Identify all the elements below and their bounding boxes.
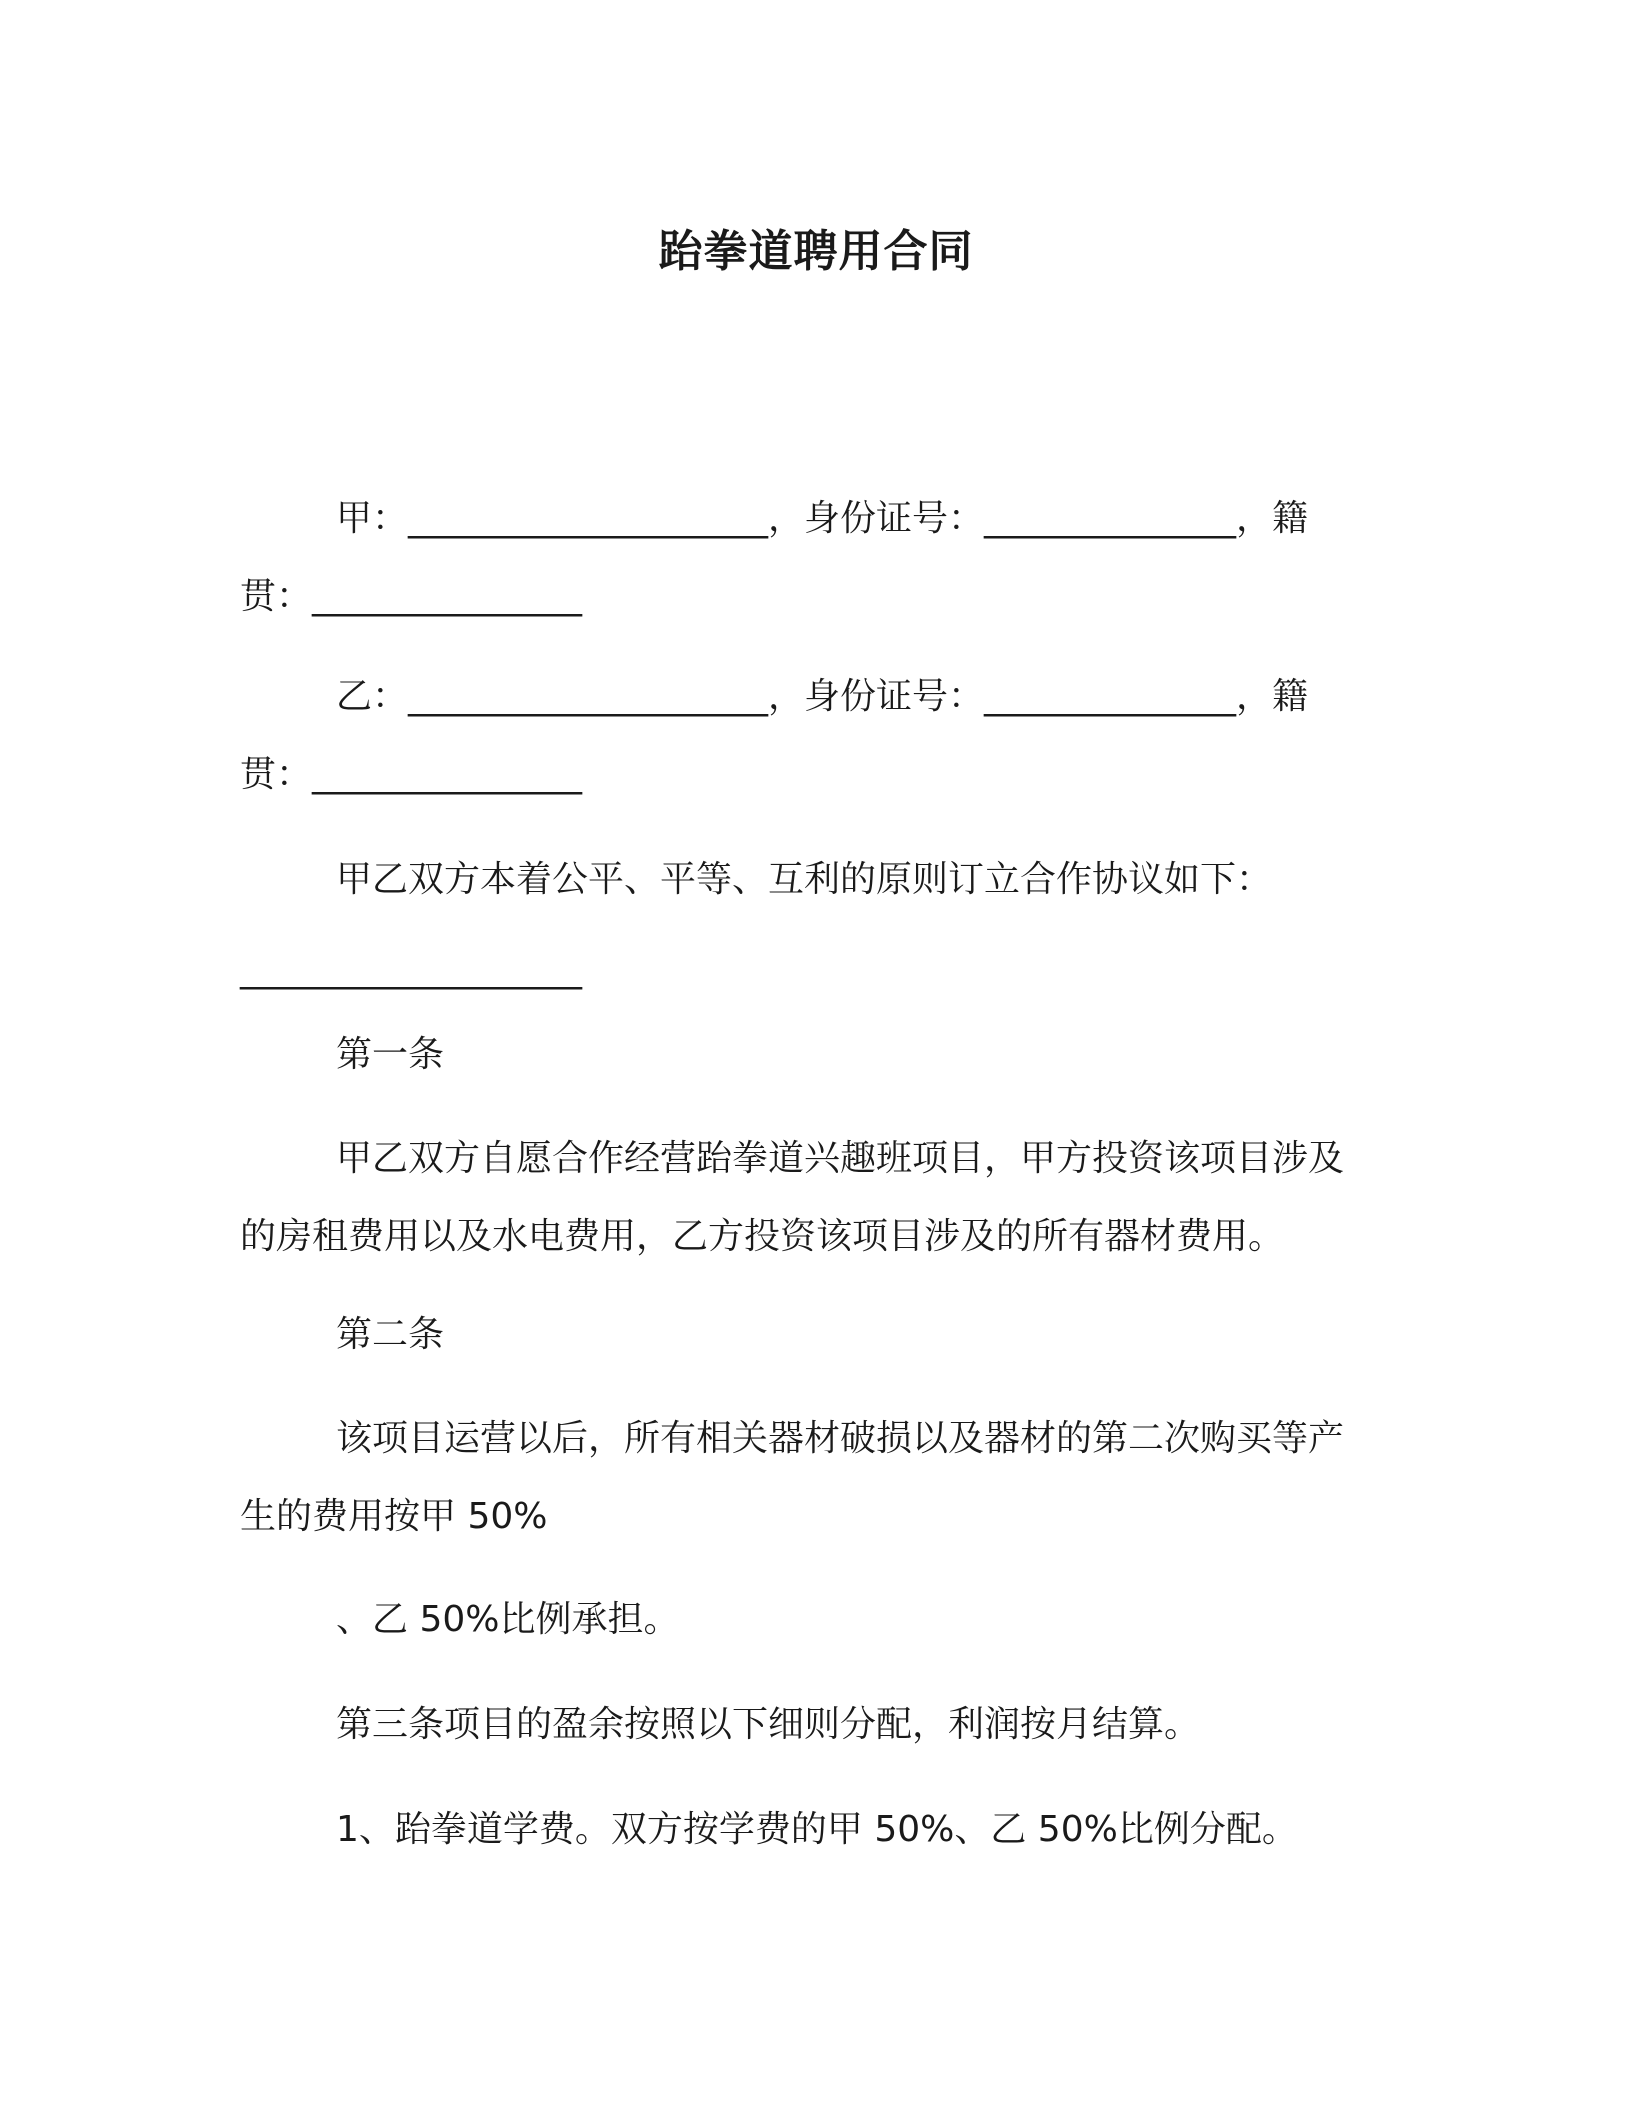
intro-text: 甲乙双方本着公平、平等、互利的原则订立合作协议如下：: [336, 859, 1273, 900]
party-b-line-1: 乙：____________________，身份证号：______________，籍: [336, 676, 1309, 717]
article-1-line-2: 的房租费用以及水电费用，乙方投资该项目涉及的所有器材费用。: [240, 1216, 1285, 1257]
article-3-item-1: 1、跆拳道学费。双方按学费的甲 50%、乙 50%比例分配。: [336, 1809, 1298, 1850]
document-title: 跆拳道聘用合同: [658, 226, 974, 277]
article-2-line-1: 该项目运营以后，所有相关器材破损以及器材的第二次购买等产: [336, 1418, 1345, 1459]
article-2-line-3: 、乙 50%比例承担。: [336, 1599, 680, 1640]
intro-blank: ___________________: [240, 949, 582, 990]
article-2-line-2: 生的费用按甲 50%: [240, 1496, 548, 1537]
article-1-heading: 第一条: [336, 1034, 445, 1075]
party-a-line-2: 贯：_______________: [240, 576, 583, 617]
party-b-line-2: 贯：_______________: [240, 754, 583, 795]
article-2-heading: 第二条: [336, 1314, 445, 1355]
party-a-line-1: 甲：____________________，身份证号：______________，籍: [336, 498, 1309, 539]
article-1-line-1: 甲乙双方自愿合作经营跆拳道兴趣班项目，甲方投资该项目涉及: [336, 1138, 1345, 1179]
article-3-heading: 第三条项目的盈余按照以下细则分配，利润按月结算。: [336, 1704, 1201, 1745]
